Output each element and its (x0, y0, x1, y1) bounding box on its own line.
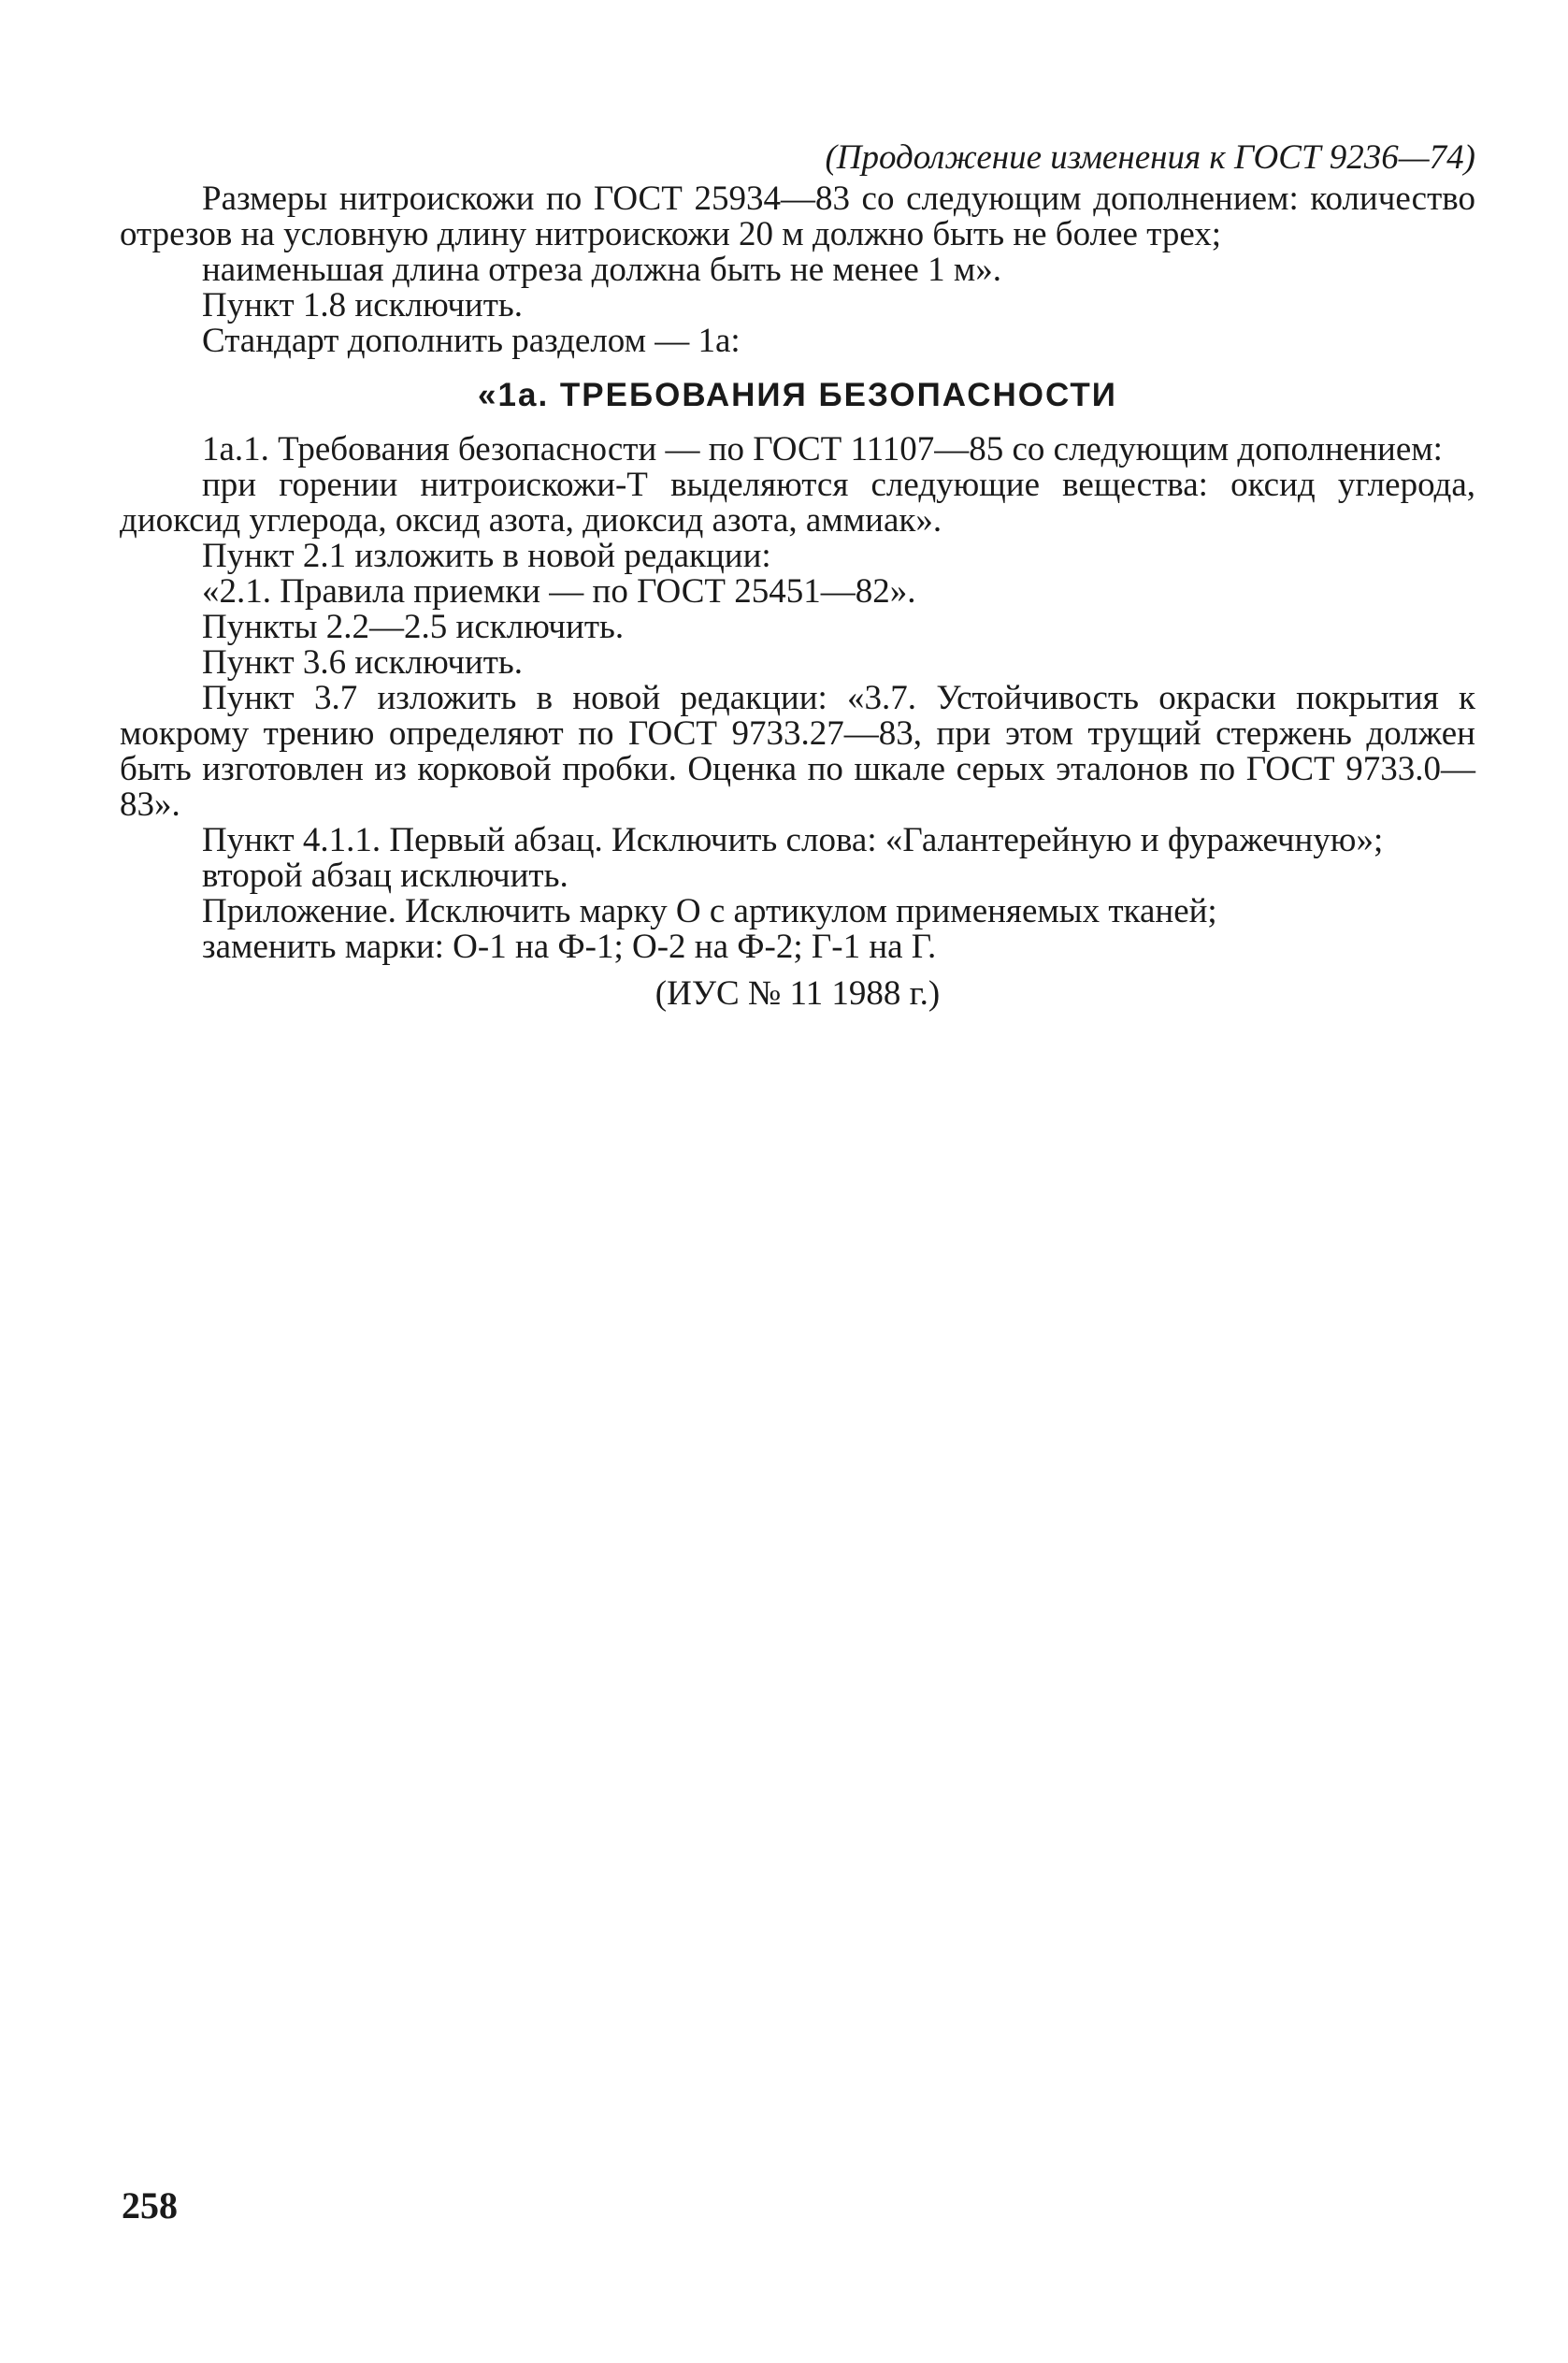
paragraph-appendix: Приложение. Исключить марку О с артикулом применяемых тканей; (202, 892, 1217, 930)
paragraph-item-3-6: Пункт 3.6 исключить. (202, 643, 524, 682)
paragraph-combustion: при горении нитроискожи-Т выделяются следующие вещества: оксид углерода, диоксид углерода, оксид азота, диоксид азота, аммиак». (120, 466, 1475, 540)
paragraph-add-section: Стандарт дополнить разделом — 1а: (202, 322, 741, 360)
document-body (120, 140, 1475, 1012)
page-number: 258 (122, 2184, 178, 2226)
source-reference: (ИУС № 11 1988 г.) (655, 974, 941, 1013)
paragraph-second-abzac: второй абзац исключить. (202, 857, 568, 895)
paragraph-rules: «2.1. Правила приемки — по ГОСТ 25451—82». (202, 572, 916, 611)
paragraph-min-length: наименьшая длина отреза должна быть не менее 1 м». (202, 251, 1002, 289)
paragraph-items-2-2-2-5: Пункты 2.2—2.5 исключить. (202, 608, 625, 646)
paragraph-item-2-1: Пункт 2.1 изложить в новой редакции: (202, 537, 771, 575)
section-heading: «1а. ТРЕБОВАНИЯ БЕЗОПАСНОСТИ (478, 377, 1117, 413)
paragraph-item-3-7: Пункт 3.7 изложить в новой редакции: «3.7. Устойчивость окраски покрытия к мокрому трению определяют по ГОСТ 9733.27—83, при этом трущий стержень должен быть изготовлен из корковой пробки. Оценка по шкале серых эталонов по ГОСТ 9733.0—83». (120, 679, 1475, 824)
paragraph-dimensions: Размеры нитроискожи по ГОСТ 25934—83 со следующим дополнением: количество отрезов на условную длину нитроискожи 20 м должно быть не более трех; (120, 180, 1475, 253)
paragraph-item-4-1-1: Пункт 4.1.1. Первый абзац. Исключить слова: «Галантерейную и фуражечную»; (202, 821, 1384, 859)
paragraph-replace-marks: заменить марки: О-1 на Ф-1; О-2 на Ф-2; Г-1 на Г. (202, 928, 937, 966)
paragraph-item-1-8: Пункт 1.8 исключить. (202, 286, 524, 324)
continuation-header: (Продолжение изменения к ГОСТ 9236—74) (825, 138, 1475, 177)
paragraph-1a-1: 1а.1. Требования безопасности — по ГОСТ 11107—85 со следующим дополнением: (202, 430, 1443, 468)
